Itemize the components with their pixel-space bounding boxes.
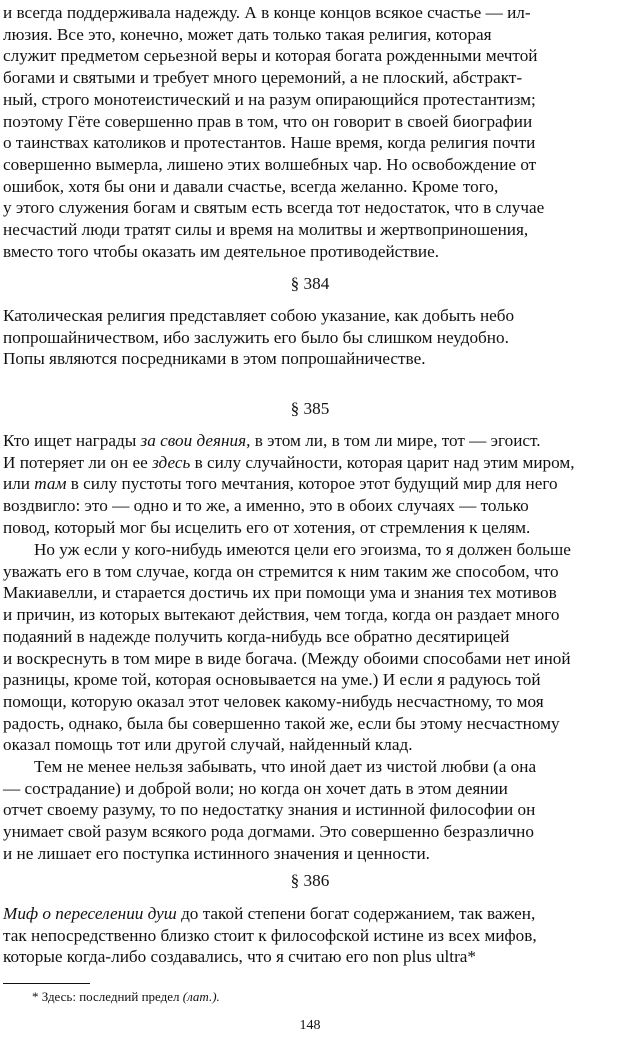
page-number: 148 — [299, 1018, 321, 1033]
section-heading-386: § 386 — [290, 871, 330, 890]
paragraph-continuation — [3, 2, 617, 262]
text-line: разницы, кроме той, которая основывается на уме.) И если я радуюсь той — [3, 670, 541, 690]
text-line: Попы являются посредниками в этом попрошайничестве. — [3, 349, 426, 369]
text-line: уважать его в том случае, когда он стремится к ним таким же способом, что — [3, 561, 559, 581]
text-line: ошибок, хотя бы они и давали счастье, всегда желанно. Кроме того, — [3, 176, 499, 196]
text-line: несчастий люди тратят силы и время на молитвы и жертвоприношения, — [3, 220, 529, 240]
text-line: подаяний в надежде получить когда-нибудь все обратно десятирицей — [3, 626, 510, 646]
text-line: у этого служения богам и святым есть всегда тот недостаток, что в случае — [3, 198, 545, 218]
text-line: Макиавелли, и старается достичь их при помощи ума и знания тех мотивов — [3, 583, 557, 603]
text-line: воздвигло: это — одно и то же, а именно, это в обоих случаях — только — [3, 496, 529, 516]
text-line: люзия. Все это, конечно, может дать только такая религия, которая — [3, 24, 492, 44]
text-line: Кто ищет награды за свои деяния, в этом ли, в том ли мире, тот — эгоист. — [3, 431, 541, 450]
footnote: * Здесь: последний предел (лат.). — [32, 989, 220, 1004]
paragraph-386 — [3, 903, 617, 968]
text-line: отчет своему разуму, то по недостатку знания и истинной философии он — [3, 800, 536, 820]
text-line: ный, строго монотеистический и на разум опирающийся протестантизм; — [3, 89, 536, 109]
text-line: или там в силу пустоты того мечтания, которое этот будущий мир для него — [3, 474, 558, 494]
section-heading-385: § 385 — [290, 399, 330, 418]
text-line: оказал помощь тот или другой случай, найденный клад. — [3, 735, 413, 755]
text-line: поэтому Гёте совершенно прав в том, что он говорит в своей биографии — [3, 111, 533, 131]
paragraph-385-3 — [3, 756, 617, 865]
text-line: совершенно вымерла, лишено этих волшебных чар. Но освобождение от — [3, 154, 537, 174]
text-line: и не лишает его поступка истинного значения и ценности. — [3, 843, 430, 863]
paragraph-385-2 — [3, 539, 617, 756]
paragraph-384 — [3, 305, 617, 370]
text-line: повод, который мог бы исцелить его от хотения, от стремления к целям. — [3, 517, 531, 537]
text-line: — сострадание) и доброй воли; но когда он хочет дать в этом деянии — [3, 778, 508, 798]
text-line: помощи, которую оказал этот человек какому-нибудь несчастному, то моя — [3, 691, 544, 711]
paragraph-385-1 — [3, 430, 617, 539]
text-line: унимает свой разум всякого рода догмами. Это совершенно безразлично — [3, 822, 534, 842]
text-line: И потеряет ли он ее здесь в силу случайности, которая царит над этим миром, — [3, 452, 575, 472]
text-line: радость, однако, была бы совершенно такой же, если бы этому несчастному — [3, 713, 560, 733]
footnote-divider — [3, 983, 90, 984]
text-line: и причин, из которых вытекают действия, чем тогда, когда он раздает много — [3, 605, 560, 625]
text-line: служит предметом серьезной веры и которая богата рожденными мечтой — [3, 46, 538, 66]
text-line: богами и святыми и требует много церемоний, а не плоский, абстракт- — [3, 68, 523, 88]
text-line: Миф о переселении душ до такой степени богат содержанием, так важен, — [3, 904, 536, 923]
text-line: Католическая религия представляет собою указание, как добыть небо — [3, 306, 515, 325]
section-heading-384: § 384 — [290, 274, 330, 293]
text-line: попрошайничеством, ибо заслужить его было бы слишком неудобно. — [3, 327, 509, 347]
text-line: о таинствах католиков и протестантов. Наше время, когда религия почти — [3, 133, 536, 153]
text-line: вместо того чтобы оказать им деятельное противодействие. — [3, 241, 440, 261]
text-line: которые когда-либо создавались, что я считаю его non plus ultra* — [3, 947, 477, 967]
text-line: и всегда поддерживала надежду. А в конце концов всякое счастье — ил- — [3, 3, 531, 22]
text-line: Но уж если у кого-нибудь имеются цели его эгоизма, то я должен больше — [34, 540, 571, 559]
text-line: и воскреснуть в том мире в виде богача. (Между обоими способами нет иной — [3, 648, 571, 668]
text-line: так непосредственно близко стоит к философской истине из всех мифов, — [3, 925, 537, 945]
text-line: Тем не менее нельзя забывать, что иной дает из чистой любви (а она — [34, 757, 537, 776]
